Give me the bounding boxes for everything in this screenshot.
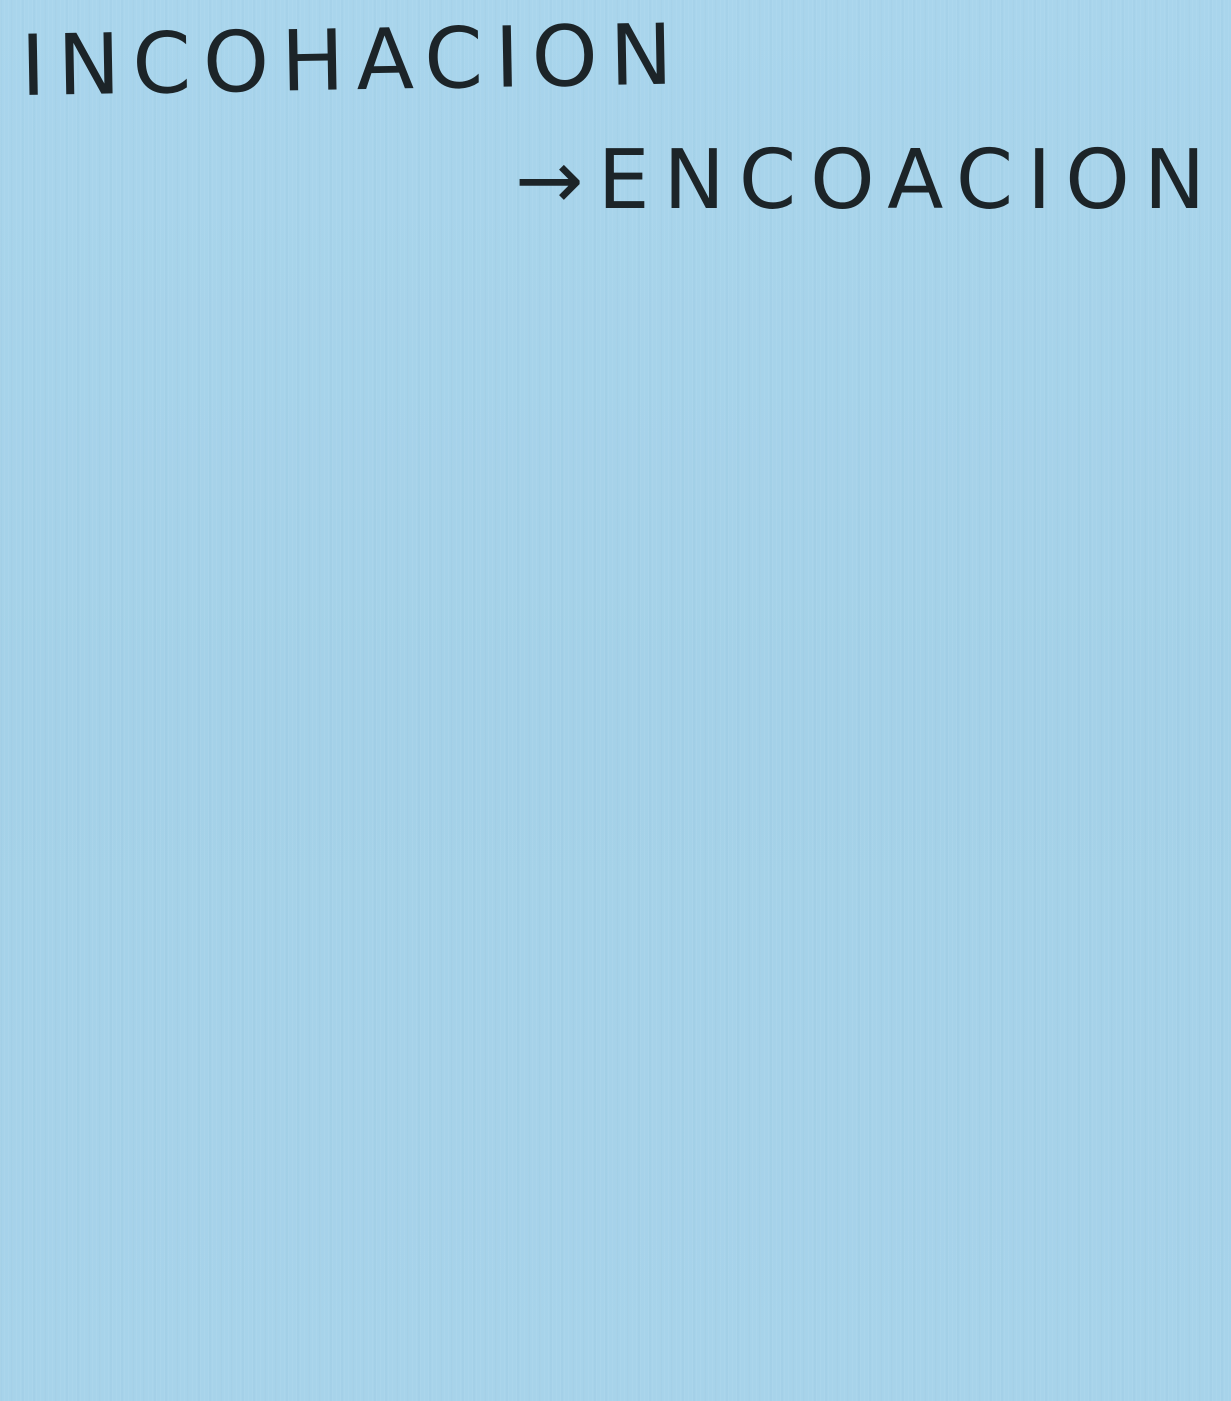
handwritten-word-original: INCOHACION <box>19 5 686 115</box>
handwritten-word-corrected: →ENCOACION <box>515 133 1220 228</box>
